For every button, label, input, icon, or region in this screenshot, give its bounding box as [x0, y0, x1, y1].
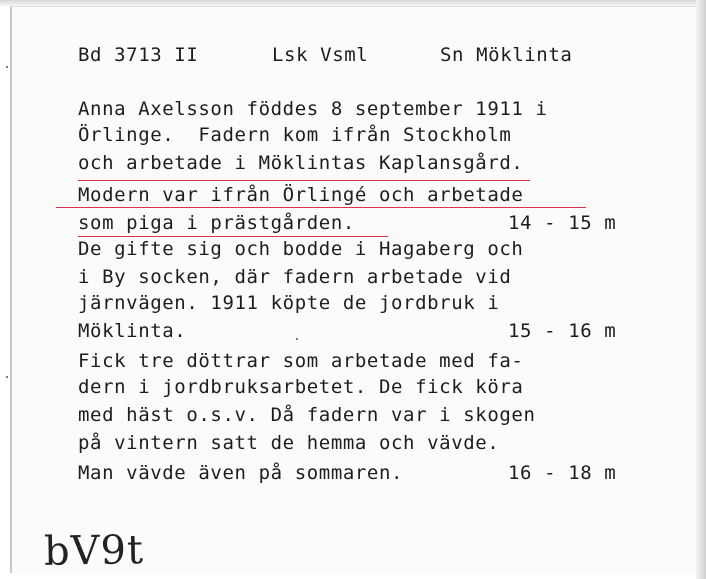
- index-card: [10, 6, 696, 573]
- red-underline-mark: [56, 207, 586, 208]
- text-line: i By socken, där fadern arbetade vid: [78, 266, 512, 288]
- parish-label: Sn Möklinta: [440, 44, 573, 66]
- scan-speck: [6, 66, 8, 68]
- red-underline-mark: [78, 180, 530, 181]
- reference-range: 16 - 18 m: [508, 462, 617, 484]
- district-label: Lsk Vsml: [272, 44, 369, 66]
- scan-speck: [6, 376, 8, 378]
- text-line: dern i jordbruksarbetet. De fick köra: [78, 376, 524, 398]
- handwritten-note: bV9t: [43, 527, 145, 575]
- text-line: med häst o.s.v. Då fadern var i skogen: [78, 404, 536, 426]
- text-line: och arbetade i Möklintas Kaplansgård.: [78, 152, 524, 174]
- text-line: Anna Axelsson föddes 8 september 1911 i: [78, 98, 548, 120]
- text-line: Man vävde även på sommaren.: [78, 462, 404, 484]
- scan-right-edge: [696, 0, 706, 579]
- text-line: Möklinta.: [78, 320, 187, 342]
- text-line: Modern var ifrån Örlingé och arbetade: [78, 184, 524, 206]
- text-line: på vintern satt de hemma och vävde.: [78, 432, 500, 454]
- text-line: som piga i prästgården.: [78, 212, 355, 234]
- red-underline-mark: [78, 236, 388, 237]
- reference-range: 14 - 15 m: [508, 212, 617, 234]
- record-number: Bd 3713 II: [78, 44, 199, 66]
- text-line: De gifte sig och bodde i Hagaberg och: [78, 238, 524, 260]
- reference-range: 15 - 16 m: [508, 320, 617, 342]
- text-line: järnvägen. 1911 köpte de jordbruk i: [78, 292, 500, 314]
- text-line: Örlinge. Fadern kom ifrån Stockholm: [78, 124, 512, 146]
- scan-speck: [296, 338, 298, 340]
- text-line: Fick tre döttrar som arbetade med fa-: [78, 350, 524, 372]
